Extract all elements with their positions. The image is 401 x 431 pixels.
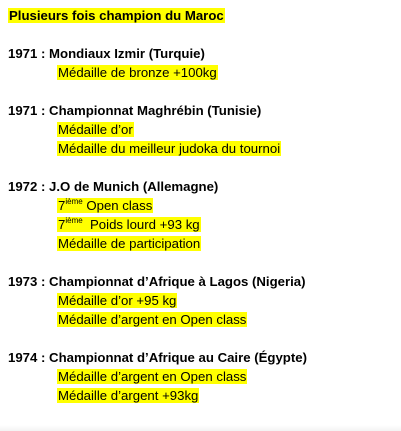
section-item: Médaille d’argent en Open class bbox=[58, 312, 247, 327]
section-item: Médaille du meilleur judoka du tournoi bbox=[58, 141, 281, 156]
section-item: 7ième Open class bbox=[58, 197, 153, 213]
section-item: Médaille d’or bbox=[58, 122, 133, 137]
section-heading-1974-caire: 1974 : Championnat d’Afrique au Caire (Égypte) bbox=[8, 350, 307, 365]
document-title bbox=[8, 6, 225, 25]
section-item: Médaille de bronze +100kg bbox=[58, 65, 217, 80]
section-heading-1971-izmir: 1971 : Mondiaux Izmir (Turquie) bbox=[8, 46, 205, 61]
section-item: Médaille d’or +95 kg bbox=[58, 293, 177, 308]
section-item: Médaille d’argent +93kg bbox=[58, 388, 199, 403]
section-heading-1972-munich: 1972 : J.O de Munich (Allemagne) bbox=[8, 179, 219, 194]
page-bottom-edge bbox=[0, 425, 401, 431]
section-item: 7ième Poids lourd +93 kg bbox=[58, 216, 200, 232]
section-item: Médaille d’argent en Open class bbox=[58, 369, 247, 384]
section-heading-1973-lagos: 1973 : Championnat d’Afrique à Lagos (Nigeria) bbox=[8, 274, 306, 289]
title-highlight: Plusieurs fois champion du Maroc bbox=[9, 8, 224, 23]
section-heading-1971-maghreb: 1971 : Championnat Maghrébin (Tunisie) bbox=[8, 103, 262, 118]
section-item: Médaille de participation bbox=[58, 236, 201, 251]
